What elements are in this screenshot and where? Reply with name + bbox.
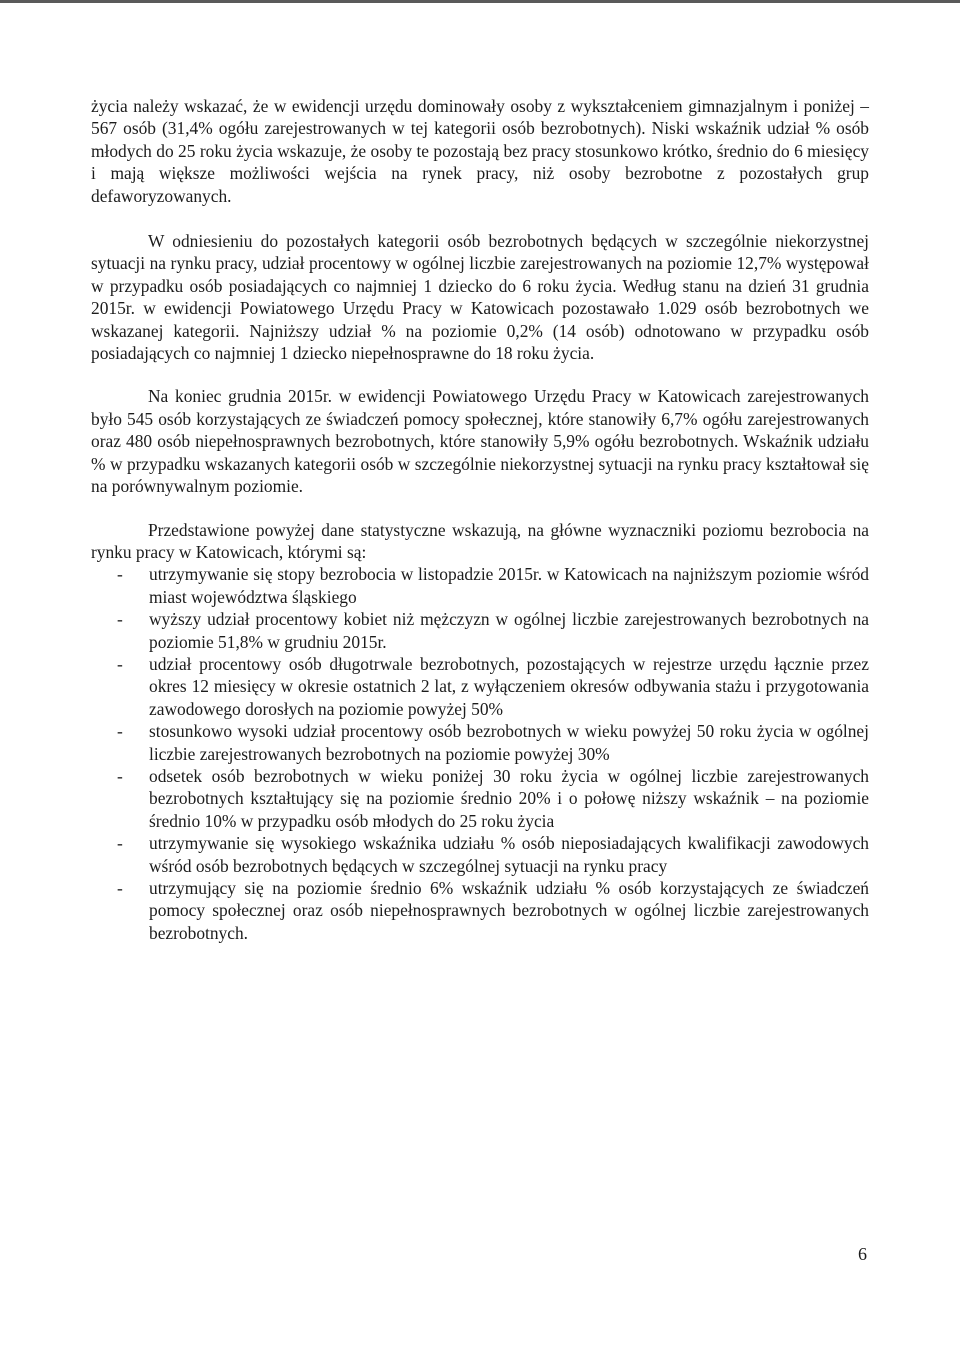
- list-item-text: utrzymywanie się stopy bezrobocia w listopadzie 2015r. w Katowicach na najniższym poziomie wśród miast województwa śląskiego: [149, 564, 869, 607]
- bullet-marker: -: [117, 833, 123, 854]
- bullet-marker: -: [117, 609, 123, 630]
- scan-top-edge: [0, 0, 960, 3]
- list-item-text: utrzymywanie się wysokiego wskaźnika udziału % osób nieposiadających kwalifikacji zawodowych wśród osób bezrobotnych będących w szczególnej sytuacji na rynku pracy: [149, 833, 869, 876]
- list-item-text: stosunkowo wysoki udział procentowy osób bezrobotnych w wieku powyżej 50 roku życia w ogólnej liczbie zarejestrowanych bezrobotnych na poziomie powyżej 30%: [149, 721, 869, 764]
- list-item-text: utrzymujący się na poziomie średnio 6% wskaźnik udziału % osób korzystających ze świadczeń pomocy społecznej oraz osób niepełnosprawnych bezrobotnych w ogólnej liczbie zarejestrowanych bezrobotnych.: [149, 878, 869, 943]
- paragraph-december-2015: Na koniec grudnia 2015r. w ewidencji Powiatowego Urzędu Pracy w Katowicach zarejestrowanych było 545 osób korzystających ze świadczeń pomocy społecznej, które stanowiły 6,7% ogółu zarejestrowanych oraz 480 osób niepełnosprawnych bezrobotnych, które stanowiły 5,9% ogółu bezrobotnych. Wskaźnik udziału % w przypadku wskazanych kategorii osób w szczególnie niekorzystnej sytuacji na rynku pracy kształtował się na porównywalnym poziomie.: [91, 386, 869, 497]
- determinants-list: [91, 563, 869, 944]
- bullet-marker: -: [117, 564, 123, 585]
- list-item-text: wyższy udział procentowy kobiet niż mężczyzn w ogólnej liczbie zarejestrowanych bezrobotnych na poziomie 51,8% w grudniu 2015r.: [149, 609, 869, 652]
- list-item: [91, 720, 869, 765]
- bullet-marker: -: [117, 878, 123, 898]
- list-item: [91, 563, 869, 608]
- list-item: [91, 832, 869, 877]
- bullet-marker: -: [117, 721, 123, 742]
- document-page: [91, 95, 869, 944]
- list-item: [91, 653, 869, 720]
- list-item: [91, 608, 869, 653]
- paragraph-continued: życia należy wskazać, że w ewidencji urzędu dominowały osoby z wykształceniem gimnazjalnym i poniżej – 567 osób (31,4% ogółu zarejestrowanych w tej kategorii osób bezrobotnych). Niski wskaźnik udział % osób młodych do 25 roku życia wskazuje, że osoby te pozostają bez pracy stosunkowo krótko, średnio do 6 miesięcy i mają większe możliwości wejścia na rynek pracy, niż osoby bezrobotne z pozostałych grup defaworyzowanych.: [91, 96, 869, 206]
- bullet-marker: -: [117, 653, 123, 674]
- list-item-text: odsetek osób bezrobotnych w wieku poniżej 30 roku życia w ogólnej liczbie zarejestrowanych bezrobotnych kształtujący się na poziomie średnio 20% i o połowę niższy wskaźnik – na poziomie średnio 10% w przypadku osób młodych do 25 roku życia: [149, 765, 869, 831]
- list-item: [91, 877, 869, 944]
- list-item: [91, 765, 869, 832]
- page-number: 6: [858, 1244, 867, 1264]
- paragraph-summary-intro: Przedstawione powyżej dane statystyczne wskazują, na główne wyznaczniki poziomu bezrobocia na rynku pracy w Katowicach, którymi są:: [91, 519, 869, 562]
- paragraph-other-categories: W odniesieniu do pozostałych kategorii osób bezrobotnych będących w szczególnie niekorzystnej sytuacji na rynku pracy, udział procentowy w ogólnej liczbie zarejestrowanych na poziomie 12,7% występował w przypadku osób posiadających co najmniej 1 dziecko do 6 roku życia. Według stanu na dzień 31 grudnia 2015r. w ewidencji Powiatowego Urzędu Pracy w Katowicach pozostawało 1.029 osób bezrobotnych we wskazanej kategorii. Najniższy udział % na poziomie 0,2% (14 osób) odnotowano w przypadku osób posiadających co najmniej 1 dziecko niepełnosprawne do 18 roku życia.: [91, 231, 869, 364]
- list-item-text: udział procentowy osób długotrwale bezrobotnych, pozostających w rejestrze urzędu łącznie przez okres 12 miesięcy w okresie ostatnich 2 lat, z wyłączeniem okresów odbywania stażu i przygotowania zawodowego dorosłych na poziomie powyżej 50%: [149, 653, 869, 719]
- bullet-marker: -: [117, 765, 123, 786]
